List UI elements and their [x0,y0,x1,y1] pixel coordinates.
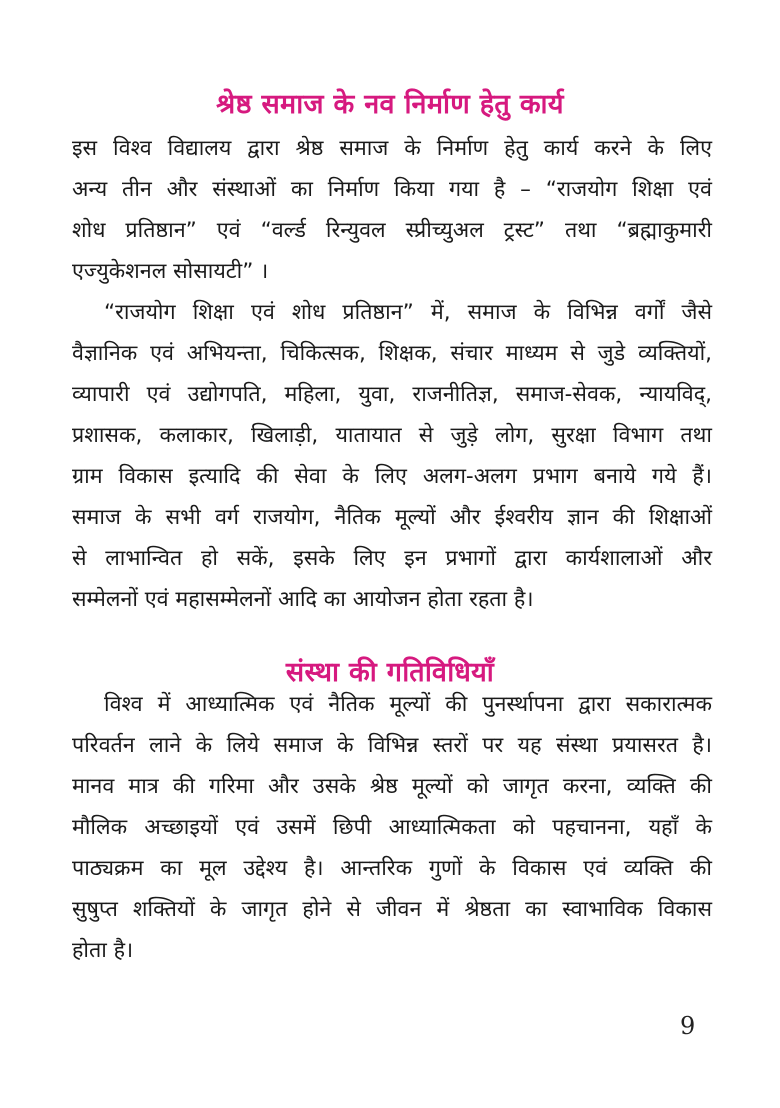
text-line: पाठ्यक्रम का मूल उद्देश्य है। आन्तरिक गुणों के विकास एवं व्यक्ति की [72,856,712,881]
text-line: वैज्ञानिक एवं अभियन्ता, चिकित्सक, शिक्षक, संचार माध्यम से जुडे व्यक्तियों, [72,341,712,366]
section-heading-2: संस्था की गतिविधियाँ [285,657,495,689]
paragraph-1 [72,128,712,292]
text-line: व्यापारी एवं उद्योगपति, महिला, युवा, राजनीतिज्ञ, समाज-सेवक, न्यायविद्, [72,382,712,407]
text-line: मानव मात्र की गरिमा और उसके श्रेष्ठ मूल्यों को जागृत करना, व्यक्ति की [72,774,712,799]
text-line: परिवर्तन लाने के लिये समाज के विभिन्न स्तरों पर यह संस्था प्रयासरत है। [72,733,712,758]
text-line: इस विश्व विद्यालय द्वारा श्रेष्ठ समाज के निर्माण हेतु कार्य करने के लिए [72,136,712,161]
text-line: होता है। [72,938,134,963]
text-line: ग्राम विकास इत्यादि की सेवा के लिए अलग-अलग प्रभाग बनाये गये हैं। [72,464,712,489]
text-line: विश्व में आध्यात्मिक एवं नैतिक मूल्यों की पुनर्स्थापना द्वारा सकारात्मक [104,692,712,717]
paragraph-2 [72,292,712,620]
text-line: मौलिक अच्छाइयों एवं उसमें छिपी आध्यात्मिकता को पहचानना, यहाँ के [72,815,712,840]
text-line: से लाभान्वित हो सकें, इसके लिए इन प्रभागों द्वारा कार्यशालाओं और [72,546,712,571]
text-line: अन्य तीन और संस्थाओं का निर्माण किया गया है – “राजयोग शिक्षा एवं [72,177,712,202]
text-line: सुषुप्त शक्तियों के जागृत होने से जीवन में श्रेष्ठता का स्वाभाविक विकास [72,897,712,922]
page-number: 9 [680,1012,696,1040]
text-line: “राजयोग शिक्षा एवं शोध प्रतिष्ठान” में, समाज के विभिन्न वर्गों जैसे [104,300,712,325]
text-line: सम्मेलनों एवं महासम्मेलनों आदि का आयोजन होता रहता है। [72,587,534,612]
text-line: प्रशासक, कलाकार, खिलाड़ी, यातायात से जुड़े लोग, सुरक्षा विभाग तथा [72,423,712,448]
text-line: एज्युकेशनल सोसायटी” । [72,259,269,284]
text-line: समाज के सभी वर्ग राजयोग, नैतिक मूल्यों और ईश्वरीय ज्ञान की शिक्षाओं [72,505,712,530]
text-line: शोध प्रतिष्ठान” एवं “वर्ल्ड रिन्युवल स्प्रीच्युअल ट्रस्ट” तथा “ब्रह्माकुमारी [72,218,712,243]
section-heading-1: श्रेष्ठ समाज के नव निर्माण हेतु कार्य [216,89,564,121]
paragraph-3 [72,684,712,971]
